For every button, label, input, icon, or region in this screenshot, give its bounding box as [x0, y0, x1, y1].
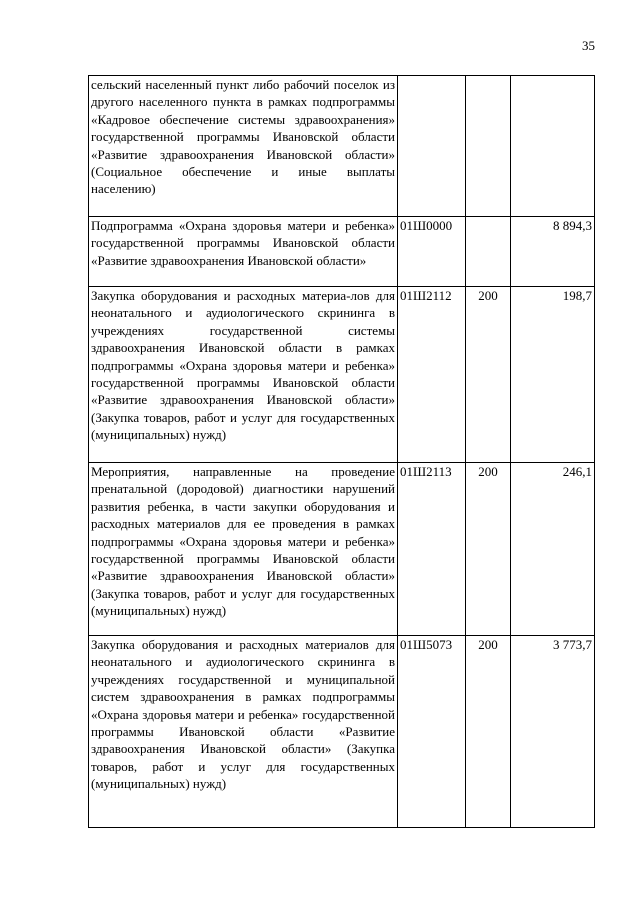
row-expense-type: 200 — [466, 287, 511, 463]
row-target-code: 01Ш5073 — [398, 636, 466, 828]
row-description: Подпрограмма «Охрана здоровья матери и ребенка» государственной программы Ивановской области «Развитие здравоохранения Ивановской области» — [89, 217, 398, 287]
table-row — [89, 636, 595, 828]
row-target-code: 01Ш2112 — [398, 287, 466, 463]
row-expense-type — [466, 217, 511, 287]
table-row — [89, 287, 595, 463]
row-amount: 246,1 — [511, 463, 595, 636]
table-row — [89, 463, 595, 636]
row-expense-type — [466, 76, 511, 217]
table-row — [89, 76, 595, 217]
row-description: сельский населенный пункт либо рабочий поселок из другого населенного пункта в рамках подпрограммы «Кадровое обеспечение системы здравоохранения» государственной программы Ивановской области «Развитие здравоохранения Ивановской области» (Социальное обеспечение и иные выплаты населению) — [89, 76, 398, 217]
row-target-code: 01Ш2113 — [398, 463, 466, 636]
row-amount: 3 773,7 — [511, 636, 595, 828]
row-description: Мероприятия, направленные на проведение пренатальной (дородовой) диагностики нарушений развития ребенка, в части закупки оборудования и расходных материалов для ее проведения в рамках подпрограммы «Охрана здоровья матери и ребенка» государственной программы Ивановской области «Развитие здравоохранения Ивановской области» (Закупка товаров, работ и услуг для государственных (муниципальных) нужд) — [89, 463, 398, 636]
row-description: Закупка оборудования и расходных материалов для неонатального и аудиологического скрининга в учреждениях государственной и муниципальной систем здравоохранения в рамках подпрограммы «Охрана здоровья матери и ребенка» государственной программы Ивановской области «Развитие здравоохранения Ивановской области» (Закупка товаров, работ и услуг для государственных (муниципальных) нужд) — [89, 636, 398, 828]
row-target-code — [398, 76, 466, 217]
row-description: Закупка оборудования и расходных материа-лов для неонатального и аудиологического скрининга в учреждениях государственной системы здравоохранения Ивановской области в рамках подпрограммы «Охрана здоровья матери и ребенка» государственной программы Ивановской области «Развитие здравоохранения Ивановской области» (Закупка товаров, работ и услуг для государственных (муниципальных) нужд) — [89, 287, 398, 463]
row-amount: 198,7 — [511, 287, 595, 463]
row-target-code: 01Ш0000 — [398, 217, 466, 287]
row-expense-type: 200 — [466, 463, 511, 636]
budget-table — [88, 75, 595, 828]
row-amount — [511, 76, 595, 217]
row-amount: 8 894,3 — [511, 217, 595, 287]
row-expense-type: 200 — [466, 636, 511, 828]
table-row — [89, 217, 595, 287]
page-number: 35 — [582, 38, 595, 53]
